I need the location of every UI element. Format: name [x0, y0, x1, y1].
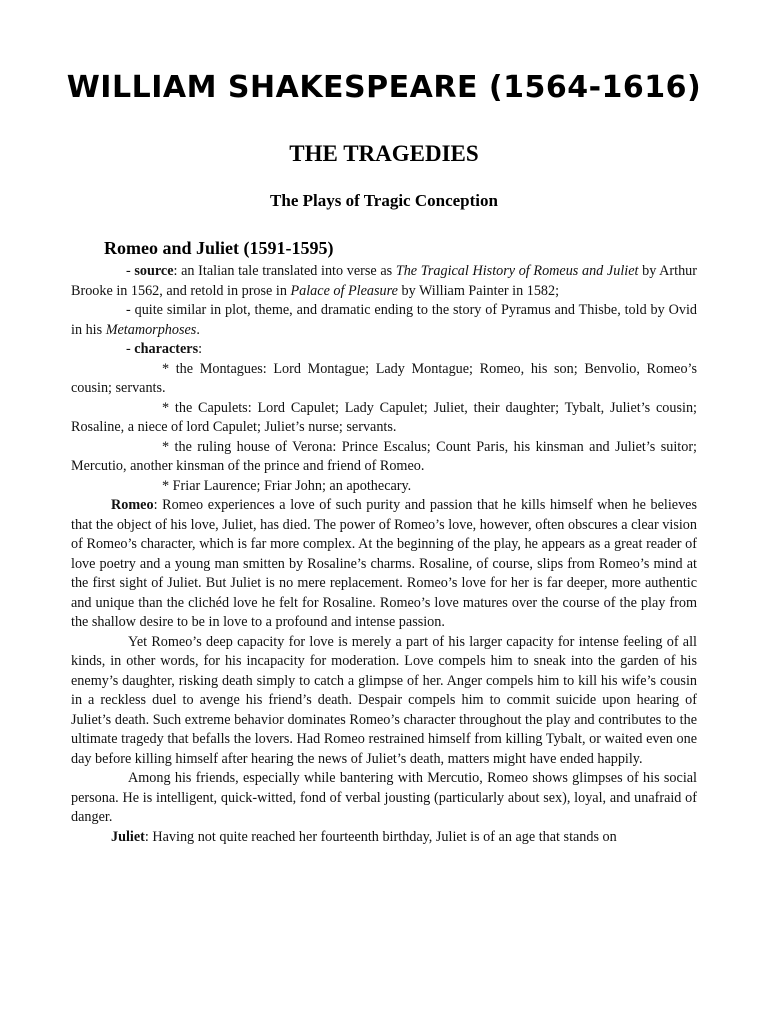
list-dash: -	[126, 341, 135, 357]
page-title: WILLIAM SHAKESPEARE (1564-1616)	[66, 70, 702, 105]
similar-text: .	[196, 321, 200, 338]
characters-verona: * the ruling house of Verona: Prince Escalus; Count Paris, his kinsman and Juliet’s suitor; Mercutio, another kinsman of the prince and friend of Romeo.	[71, 438, 697, 474]
play-heading: Romeo and Juliet (1591-1595)	[104, 238, 334, 258]
subsection-title: The Plays of Tragic Conception	[270, 191, 498, 210]
characters-label: characters	[134, 341, 199, 357]
characters-friars: * Friar Laurence; Friar John; an apothecary.	[162, 477, 412, 494]
section-title: THE TRAGEDIES	[289, 141, 479, 166]
juliet-label: Juliet	[111, 828, 145, 845]
source-paragraph	[71, 262, 697, 301]
characters-capulets: * the Capulets: Lord Capulet; Lady Capulet; Juliet, their daughter; Tybalt, Juliet’s cousin; Rosaline, a niece of lord Capulet; Juliet’s nurse; servants.	[71, 399, 697, 435]
list-dash: -	[126, 263, 135, 279]
characters-montagues: * the Montagues: Lord Montague; Lady Montague; Romeo, his son; Benvolio, Romeo’s cousin; servants.	[71, 360, 697, 396]
similar-text: - quite similar in plot, theme, and dramatic ending to the story of Pyramus and Thisbe, told by Ovid in his	[71, 302, 697, 338]
characters-heading	[71, 340, 697, 360]
source-text: by William Painter in 1582;	[397, 282, 560, 299]
body-text	[71, 262, 697, 847]
book-title: The Tragical History of Romeus and Juliet	[395, 263, 639, 279]
book-title: Palace of Pleasure	[290, 282, 398, 299]
romeo-paragraph-2: Yet Romeo’s deep capacity for love is merely a part of his larger capacity for intense feeling of all kinds, in other words, for his incapacity for moderation. Love compels him to sneak into the garden of his enemy’s daughter, risking death simply to catch a glimpse of her. Anger compels him to kill his wife’s cousin in a reckless duel to avenge his friend’s death. Despair compels him to commit suicide upon hearing of Juliet’s death. Such extreme behavior dominates Romeo’s character throughout the play and contributes to the ultimate tragedy that befalls the lovers. Had Romeo restrained himself from killing Tybalt, or waited even one day before killing himself after hearing the news of Juliet’s death, matters might have ended happily.	[71, 633, 697, 767]
romeo-text: : Romeo experiences a love of such purity and passion that he kills himself when he believes that the object of his love, Juliet, has died. The power of Romeo’s love, however, often obscures a clear vision of Romeo’s character, which is far more complex. At the beginning of the play, he appears as a great reader of love poetry and a young man smitten by Rosaline’s charms. Rosaline, of course, slips from Romeo’s mind at the first sight of Juliet. But Juliet is no mere replacement. Romeo’s love for her is far deeper, more authentic and unique than the clichéd love he felt for Rosaline. Romeo’s love matures over the course of the play from the shallow desire to be in love to a profound and intense passion.	[71, 497, 697, 630]
juliet-paragraph	[71, 828, 697, 848]
romeo-paragraph-3: Among his friends, especially while bantering with Mercutio, Romeo shows glimpses of his social persona. He is intelligent, quick-witted, fond of verbal jousting (particularly about sex), loyal, and unafraid of danger.	[71, 770, 697, 825]
source-text: : an Italian tale translated into verse as	[173, 263, 396, 279]
source-label: source	[134, 263, 174, 279]
similar-paragraph	[71, 301, 697, 340]
book-title: Metamorphoses	[105, 321, 197, 338]
romeo-label: Romeo	[111, 497, 154, 513]
source-text: by Arthur Brooke in 1562, and retold in prose in	[71, 263, 697, 299]
characters-colon: :	[198, 341, 203, 357]
juliet-text: : Having not quite reached her fourteenth birthday, Juliet is of an age that stands on	[144, 828, 617, 845]
romeo-paragraph-1	[71, 496, 697, 633]
